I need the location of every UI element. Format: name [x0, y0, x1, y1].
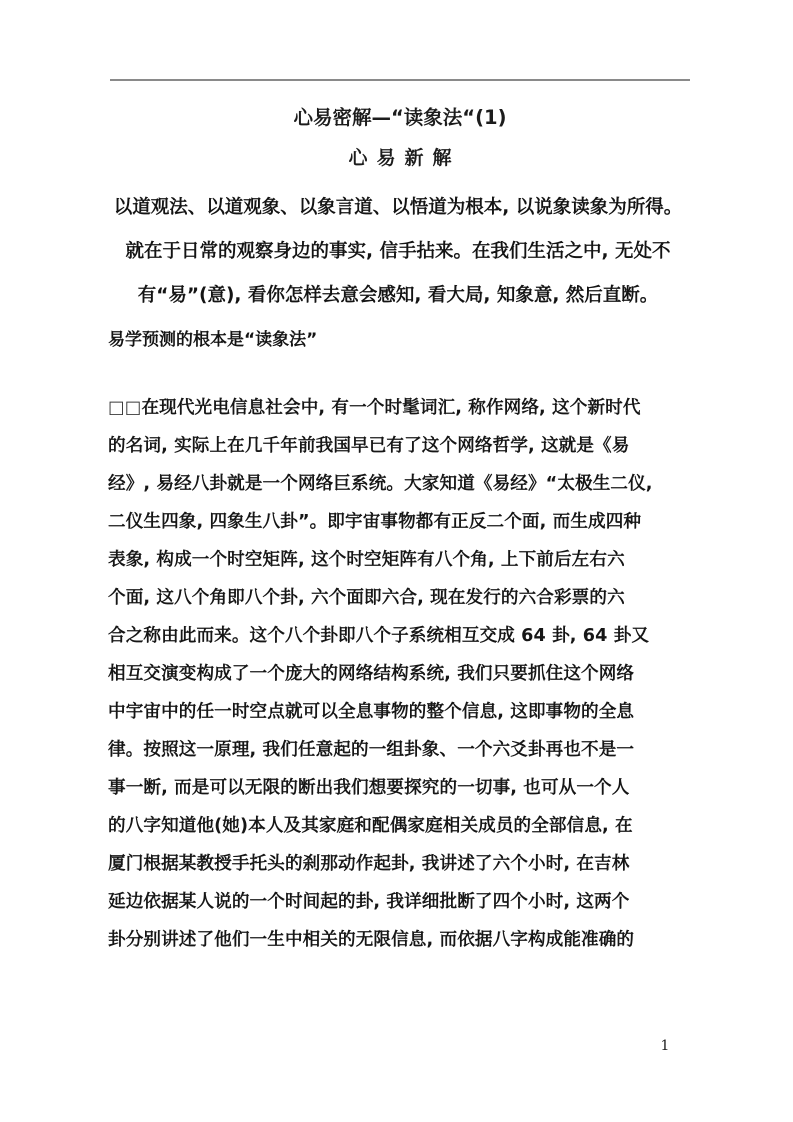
- body-line: 二仪生四象, 四象生八卦”。即宇宙事物都有正反二个面, 而生成四种: [108, 512, 642, 532]
- header-rule: [110, 79, 690, 81]
- body-line: 中宇宙中的任一时空点就可以全息事物的整个信息, 这即事物的全息: [108, 702, 635, 722]
- intro-line: 以道观法、以道观象、以象言道、以悟道为根本, 以说象读象为所得。: [113, 197, 683, 218]
- intro-block: [98, 186, 698, 318]
- body-line: 延边依据某人说的一个时间起的卦, 我详细批断了四个小时, 这两个: [108, 892, 630, 912]
- body-line: 表象, 构成一个时空矩阵, 这个时空矩阵有八个角, 上下前后左右六: [108, 550, 625, 570]
- body-line: 事一断, 而是可以无限的断出我们想要探究的一切事, 也可从一个人: [108, 778, 630, 798]
- body-line: 的名词, 实际上在几千年前我国早已有了这个网络哲学, 这就是《易: [108, 436, 630, 456]
- body-line: 个面, 这八个角即八个卦, 六个面即六合, 现在发行的六合彩票的六: [108, 588, 625, 608]
- page-number: 1: [660, 1038, 670, 1054]
- body-line: [108, 389, 690, 427]
- missing-glyph-placeholder: □□: [108, 398, 142, 418]
- body-line: 经》, 易经八卦就是一个网络巨系统。大家知道《易经》“太极生二仪,: [108, 474, 653, 494]
- intro-line: 有“易”(意), 看你怎样去意会感知, 看大局, 知象意, 然后直断。: [137, 285, 659, 306]
- body-line: 合之称由此而来。这个八个卦即八个子系统相互交成 64 卦, 64 卦又: [108, 626, 650, 646]
- page-title: 心易密解—“读象法“(1): [293, 106, 507, 129]
- body-line: 卦分别讲述了他们一生中相关的无限信息, 而依据八字构成能准确的: [108, 930, 635, 950]
- intro-line: 就在于日常的观察身边的事实, 信手拈来。在我们生活之中, 无处不: [125, 241, 671, 262]
- page-subtitle: 心易新解: [348, 147, 461, 169]
- body-line: 的八字知道他(她)本人及其家庭和配偶家庭相关成员的全部信息, 在: [108, 816, 633, 836]
- body-line: 律。按照这一原理, 我们任意起的一组卦象、一个六爻卦再也不是一: [108, 740, 635, 760]
- body-paragraph: [108, 389, 690, 959]
- section-heading: 易学预测的根本是“读象法”: [108, 330, 318, 350]
- body-line: 厦门根据某教授手托头的刹那动作起卦, 我讲述了六个小时, 在吉林: [108, 854, 630, 874]
- body-line-text: 在现代光电信息社会中, 有一个时髦词汇, 称作网络, 这个新时代: [141, 398, 641, 418]
- body-line: 相互交演变构成了一个庞大的网络结构系统, 我们只要抓住这个网络: [108, 664, 635, 684]
